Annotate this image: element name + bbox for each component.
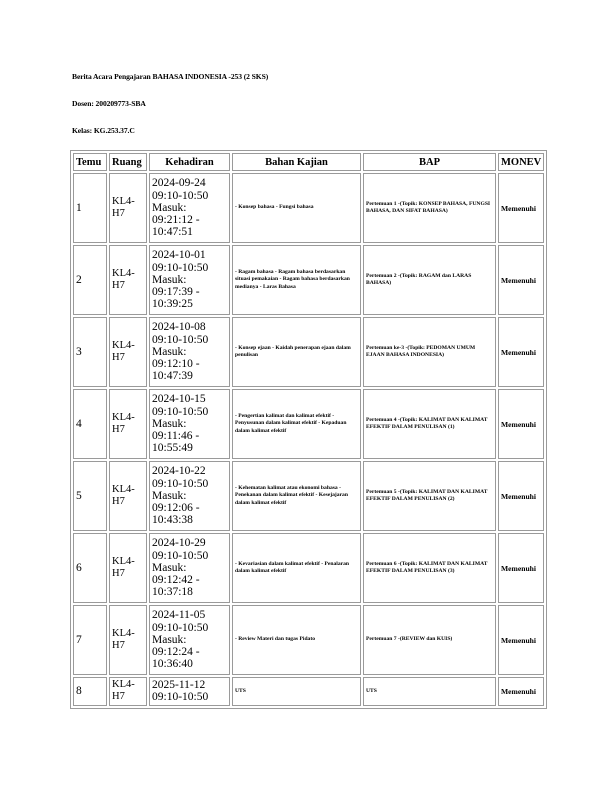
cell-bap: Pertemuan 1 -(Topik: KONSEP BAHASA, FUNGSI BAHASA, DAN SIFAT BAHASA) (363, 173, 496, 243)
session-date: 2024-09-24 (152, 177, 206, 190)
cell-temu: 6 (73, 533, 107, 603)
cell-bahan-kajian: - Ragam bahasa - Ragam bahasa berdasarkan situasi pemakaian - Ragam bahasa berdasarkan medianya - Laras Bahasa (232, 245, 361, 315)
cell-temu: 4 (73, 389, 107, 459)
masuk-label: Masuk: (152, 345, 187, 358)
cell-ruang: KL4-H7 (109, 533, 147, 603)
session-date: 2024-10-01 (152, 249, 206, 262)
cell-ruang: KL4-H7 (109, 389, 147, 459)
session-time: 09:10-10:50 (152, 189, 209, 202)
session-time: 09:10-10:50 (152, 261, 209, 274)
col-header-kehadiran: Kehadiran (149, 153, 230, 171)
cell-temu: 1 (73, 173, 107, 243)
cell-monev: Memenuhi (498, 677, 544, 706)
cell-bap: Pertemuan ke-3 -(Topik: PEDOMAN UMUM EJAAN BAHASA INDONESIA) (363, 317, 496, 387)
cell-kehadiran (149, 677, 230, 706)
table-row (73, 533, 544, 603)
lecturer-line: Dosen: 200209773-SBA (72, 99, 146, 108)
cell-kehadiran (149, 389, 230, 459)
cell-monev: Memenuhi (498, 245, 544, 315)
cell-ruang: KL4-H7 (109, 245, 147, 315)
keluar-time: 10:47:51 (152, 226, 193, 239)
masuk-time: 09:12:06 - (152, 502, 200, 515)
masuk-time: 09:17:39 - (152, 286, 200, 299)
cell-bahan-kajian: - Kevariasian dalam kalimat efektif - Penalaran dalam kalimat efektif (232, 533, 361, 603)
masuk-label: Masuk: (152, 489, 187, 502)
session-date: 2024-10-22 (152, 465, 206, 478)
table-row (73, 317, 544, 387)
cell-monev: Memenuhi (498, 317, 544, 387)
keluar-time: 10:37:18 (152, 586, 193, 599)
cell-ruang: KL4-H7 (109, 317, 147, 387)
masuk-label: Masuk: (152, 417, 187, 430)
col-header-monev: MONEV (498, 153, 544, 171)
cell-bahan-kajian: - Review Materi dan tugas Pidato (232, 605, 361, 675)
cell-bap: Pertemuan 4 -(Topik: KALIMAT DAN KALIMAT EFEKTIF DALAM PENULISAN (1) (363, 389, 496, 459)
cell-monev: Memenuhi (498, 605, 544, 675)
table-row (73, 173, 544, 243)
table-row (73, 461, 544, 531)
masuk-label: Masuk: (152, 201, 187, 214)
cell-ruang: KL4-H7 (109, 173, 147, 243)
cell-bap: Pertemuan 7 -(REVIEW dan KUIS) (363, 605, 496, 675)
session-time: 09:10-10:50 (152, 333, 209, 346)
document-title: Berita Acara Pengajaran BAHASA INDONESIA -253 (2 SKS) (72, 72, 269, 81)
attendance-table (70, 150, 547, 709)
cell-ruang: KL4-H7 (109, 461, 147, 531)
masuk-label: Masuk: (152, 273, 187, 286)
cell-kehadiran (149, 461, 230, 531)
session-time: 09:10-10:50 (152, 405, 209, 418)
session-date: 2024-10-15 (152, 393, 206, 406)
cell-ruang: KL4-H7 (109, 605, 147, 675)
cell-bap: Pertemuan 5 -(Topik: KALIMAT DAN KALIMAT EFEKTIF DALAM PENULISAN (2) (363, 461, 496, 531)
cell-kehadiran (149, 173, 230, 243)
cell-bahan-kajian: - Konsep ejaan - Kaidah penerapan ejaan dalam penulisan (232, 317, 361, 387)
col-header-temu: Temu (73, 153, 107, 171)
cell-temu: 5 (73, 461, 107, 531)
cell-ruang: KL4-H7 (109, 677, 147, 706)
cell-bahan-kajian: - Konsep bahasa - Fungsi bahasa (232, 173, 361, 243)
keluar-time: 10:36:40 (152, 658, 193, 671)
cell-kehadiran (149, 245, 230, 315)
cell-temu: 3 (73, 317, 107, 387)
cell-bahan-kajian: UTS (232, 677, 361, 706)
cell-monev: Memenuhi (498, 533, 544, 603)
col-header-ruang: Ruang (109, 153, 147, 171)
masuk-time: 09:21:12 - (152, 214, 200, 227)
class-line: Kelas: KG.253.37.C (72, 126, 135, 135)
masuk-time: 09:12:10 - (152, 358, 200, 371)
session-time: 09:10-10:50 (152, 621, 209, 634)
cell-bahan-kajian: - Kehematan kalimat atau ekonomi bahasa - Penekanan dalam kalimat efektif - Kesejajaran dalam kalimat efektif (232, 461, 361, 531)
session-date: 2024-10-29 (152, 537, 206, 550)
session-time: 09:10-10:50 (152, 477, 209, 490)
keluar-time: 10:43:38 (152, 514, 193, 527)
cell-bahan-kajian: - Pengertian kalimat dan kalimat efektif - Penyusunan dalam kalimat efektif - Kepaduan dalam kalimat efektif (232, 389, 361, 459)
cell-bap: UTS (363, 677, 496, 706)
cell-temu: 8 (73, 677, 107, 706)
session-date: 2025-11-12 (152, 679, 206, 691)
table-header-row (73, 153, 544, 171)
masuk-time: 09:12:24 - (152, 646, 200, 659)
cell-monev: Memenuhi (498, 461, 544, 531)
cell-temu: 7 (73, 605, 107, 675)
session-time: 09:10-10:50 (152, 549, 209, 562)
keluar-time: 10:47:39 (152, 370, 193, 383)
table-row (73, 389, 544, 459)
session-date: 2024-10-08 (152, 321, 206, 334)
masuk-label: Masuk: (152, 561, 187, 574)
cell-monev: Memenuhi (498, 389, 544, 459)
cell-bap: Pertemuan 2 -(Topik: RAGAM dan LARAS BAHASA) (363, 245, 496, 315)
cell-temu: 2 (73, 245, 107, 315)
masuk-time: 09:11:46 - (152, 430, 200, 443)
col-header-bahan-kajian: Bahan Kajian (232, 153, 361, 171)
keluar-time: 10:55:49 (152, 442, 193, 455)
table-row (73, 245, 544, 315)
cell-bap: Pertemuan 6 -(Topik: KALIMAT DAN KALIMAT EFEKTIF DALAM PENULISAN (3) (363, 533, 496, 603)
session-time: 09:10-10:50 (152, 691, 209, 704)
col-header-bap: BAP (363, 153, 496, 171)
masuk-label: Masuk: (152, 633, 187, 646)
keluar-time: 10:39:25 (152, 298, 193, 311)
table-row (73, 605, 544, 675)
masuk-time: 09:12:42 - (152, 574, 200, 587)
cell-kehadiran (149, 533, 230, 603)
cell-monev: Memenuhi (498, 173, 544, 243)
cell-kehadiran (149, 317, 230, 387)
session-date: 2024-11-05 (152, 609, 206, 622)
table-row (73, 677, 544, 706)
cell-kehadiran (149, 605, 230, 675)
